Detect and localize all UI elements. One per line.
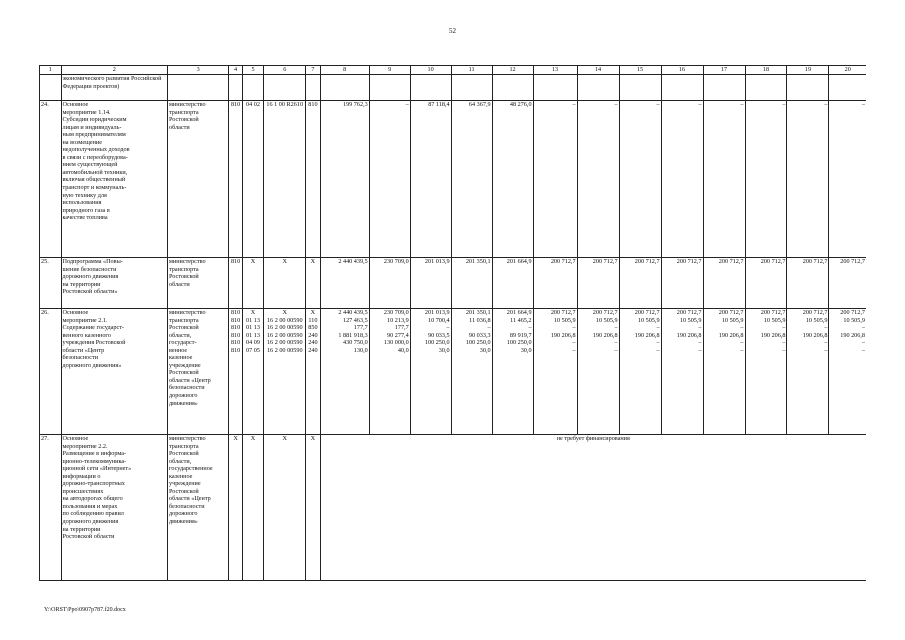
column-header: 6 bbox=[264, 66, 306, 75]
budget-table bbox=[39, 65, 866, 581]
cell-amount: – bbox=[703, 101, 745, 258]
column-header: 9 bbox=[369, 66, 410, 75]
cell-vr: Х 110 850 240 240 240 bbox=[306, 309, 320, 435]
cell-amount: 200 712,7 bbox=[661, 258, 703, 309]
cell-amount: 2 440 439,5 bbox=[320, 258, 369, 309]
table-row bbox=[40, 309, 867, 435]
cell-vr: 810 bbox=[306, 101, 320, 258]
cell-amount: 200 712,7 10 505,9 – 190 206,8 – – bbox=[619, 309, 661, 435]
cell-amount: 200 712,7 10 505,9 – 190 206,8 – – bbox=[533, 309, 577, 435]
cell-amount: – bbox=[661, 101, 703, 258]
cell-amount: 200 712,7 bbox=[533, 258, 577, 309]
column-header: 19 bbox=[787, 66, 829, 75]
header-row bbox=[40, 66, 867, 75]
cell-amount: 200 712,7 10 505,9 – 190 206,8 – – bbox=[703, 309, 745, 435]
cell-csr: 16 1 00 R2610 bbox=[264, 101, 306, 258]
cell-amount: 201 013,9 10 700,4 – 90 033,5 100 250,0 30,0 bbox=[410, 309, 451, 435]
column-header: 10 bbox=[410, 66, 451, 75]
cell-rzpr: Х bbox=[242, 258, 264, 309]
row-name: Подпрограмма «Повы- шение безопасности дорожного движения на территории Ростовской области» bbox=[61, 258, 168, 309]
cell-amount: – bbox=[619, 101, 661, 258]
cell-amount: 200 712,7 bbox=[577, 258, 619, 309]
cell-amount: 200 712,7 bbox=[619, 258, 661, 309]
column-header: 5 bbox=[242, 66, 264, 75]
cell-amount: – bbox=[829, 101, 866, 258]
cell-amount: – bbox=[369, 101, 410, 258]
table-row bbox=[40, 258, 867, 309]
cell-amount: 230 709,0 10 213,9 177,7 90 277,4 130 000,0 40,0 bbox=[369, 309, 410, 435]
row-number: 25. bbox=[40, 258, 62, 309]
column-header: 15 bbox=[619, 66, 661, 75]
row-executor: министерство транспорта Ростовской области bbox=[168, 258, 229, 309]
cell-amount: 200 712,7 bbox=[745, 258, 787, 309]
cell-amount: 201 350,1 bbox=[451, 258, 492, 309]
column-header: 18 bbox=[745, 66, 787, 75]
cell-amount: – bbox=[745, 101, 787, 258]
file-path: Y:\ORST\Ppo\0907p787.f20.docx bbox=[44, 607, 126, 613]
column-header: 17 bbox=[703, 66, 745, 75]
cell-amount: – bbox=[533, 101, 577, 258]
cell-amount: 200 712,7 10 505,9 – 190 206,8 – – bbox=[661, 309, 703, 435]
cell-csr: Х bbox=[264, 258, 306, 309]
cell-amount: 230 709,0 bbox=[369, 258, 410, 309]
column-header: 20 bbox=[829, 66, 866, 75]
cell-amount: – bbox=[787, 101, 829, 258]
row-name: Основное мероприятие 2.2. Размещение в информа- ционно-телекоммуника- ционной сети «Интернет» информации о дорожно-транспортных происшествиях на автодорогах общего пользования и мерах по соблюдению правил дорожного движения на территории Ростовской области bbox=[61, 435, 168, 581]
column-header: 8 bbox=[320, 66, 369, 75]
row-executor: министерство транспорта Ростовской области bbox=[168, 101, 229, 258]
table-row bbox=[40, 435, 867, 581]
cell-csr: Х bbox=[264, 435, 306, 581]
cell-csr: Х 16 2 00 00590 16 2 00 00590 16 2 00 00590 16 2 00 00590 16 2 00 00590 bbox=[264, 309, 306, 435]
cell-vr: Х bbox=[306, 435, 320, 581]
cell-amount: 200 712,7 10 505,9 – 190 206,8 – – bbox=[577, 309, 619, 435]
cell-rzpr: Х bbox=[242, 435, 264, 581]
page-number: 52 bbox=[449, 27, 456, 35]
column-header: 12 bbox=[492, 66, 533, 75]
row-number: 26. bbox=[40, 309, 62, 435]
column-header: 14 bbox=[577, 66, 619, 75]
cell-amount: 87 118,4 bbox=[410, 101, 451, 258]
cell-amount: 2 440 439,5 127 463,5 177,7 1 881 918,3 430 750,0 130,0 bbox=[320, 309, 369, 435]
cell-amount: 200 712,7 10 505,9 – 190 206,8 – – bbox=[745, 309, 787, 435]
cell-grbs: 810 bbox=[229, 258, 242, 309]
column-header: 16 bbox=[661, 66, 703, 75]
row-name: Основное мероприятие 2.1. Содержание государст- венного казенного учреждения Ростовской области «Центр безопасности дорожного движения» bbox=[61, 309, 168, 435]
cell-amount: – bbox=[577, 101, 619, 258]
cell-rzpr: 04 02 bbox=[242, 101, 264, 258]
column-header: 3 bbox=[168, 66, 229, 75]
column-header: 11 bbox=[451, 66, 492, 75]
row-executor: министерство транспорта Ростовской области, государст- венное казенное учреждение Ростовской области «Центр безопасности дорожного движения» bbox=[168, 309, 229, 435]
cell-amount: 200 712,7 10 505,9 – 190 206,8 – – bbox=[829, 309, 866, 435]
cell-amount: 64 367,9 bbox=[451, 101, 492, 258]
column-header: 4 bbox=[229, 66, 242, 75]
financing-note: не требует финансирования bbox=[320, 435, 866, 581]
table-row bbox=[40, 75, 867, 101]
cell-vr: Х bbox=[306, 258, 320, 309]
cell-amount: 199 762,3 bbox=[320, 101, 369, 258]
cell-amount: 201 350,1 11 036,8 – 90 033,3 100 250,0 30,0 bbox=[451, 309, 492, 435]
column-header: 13 bbox=[533, 66, 577, 75]
cell-grbs: 810 810 810 810 810 810 bbox=[229, 309, 242, 435]
cell-amount: 200 712,7 bbox=[787, 258, 829, 309]
cell-grbs: Х bbox=[229, 435, 242, 581]
row-name: Основное мероприятие 1.14. Субсидии юридическим лицам и индивидуаль- ным предпринимателям на возмещение недополученных доходов в связи с переоборудова- нием существующей автомобильной техники, включая общественный транспорт и коммуналь- ную технику для использования природного газа в качестве топлива bbox=[61, 101, 168, 258]
cell-amount: 201 664,9 bbox=[492, 258, 533, 309]
row-executor: министерство транспорта Ростовской области, государственное казенное учреждение Ростовской области «Центр безопасности дорожного движения» bbox=[168, 435, 229, 581]
cell-amount: 48 276,0 bbox=[492, 101, 533, 258]
column-header: 2 bbox=[61, 66, 168, 75]
table-row bbox=[40, 101, 867, 258]
cell-amount: 201 013,9 bbox=[410, 258, 451, 309]
column-header: 1 bbox=[40, 66, 62, 75]
cell-amount: 201 664,9 11 465,2 – 89 919,7 100 250,0 30,0 bbox=[492, 309, 533, 435]
cell-amount: 200 712,7 10 505,9 – 190 206,8 – – bbox=[787, 309, 829, 435]
cell-amount: 200 712,7 bbox=[703, 258, 745, 309]
row-name: экономического развития Российской Федерации проектов) bbox=[61, 75, 168, 101]
row-number: 24. bbox=[40, 101, 62, 258]
column-header: 7 bbox=[306, 66, 320, 75]
cell-grbs: 810 bbox=[229, 101, 242, 258]
cell-rzpr: Х 01 13 01 13 01 13 04 09 07 05 bbox=[242, 309, 264, 435]
cell-amount: 200 712,7 bbox=[829, 258, 866, 309]
row-number: 27. bbox=[40, 435, 62, 581]
